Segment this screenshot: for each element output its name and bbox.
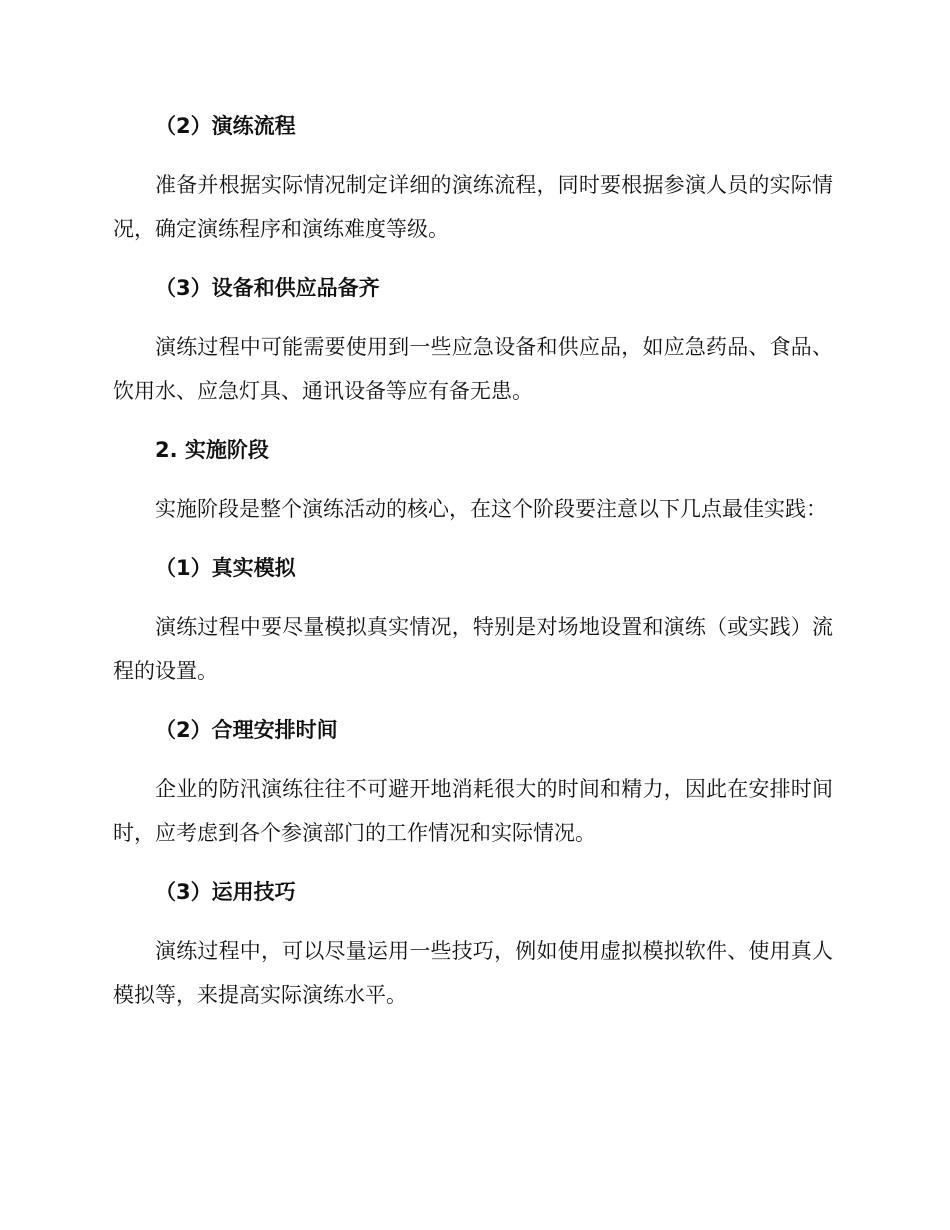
section-heading-implementation: 2. 实施阶段 [155,438,269,462]
subheading-real-simulation: （1）真实模拟 [155,556,296,580]
paragraph-equipment-supplies: 演练过程中可能需要使用到一些应急设备和供应品，如应急药品、食品、饮用水、应急灯具、通讯设备等应有备无患。 [113,335,833,403]
paragraph-drill-process: 准备并根据实际情况制定详细的演练流程，同时要根据参演人员的实际情况，确定演练程序和演练难度等级。 [113,173,833,241]
subheading-equipment-supplies: （3）设备和供应品备齐 [155,276,380,300]
paragraph-implementation: 实施阶段是整个演练活动的核心，在这个阶段要注意以下几点最佳实践： [155,497,827,521]
subheading-time-arrangement: （2）合理安排时间 [155,718,338,742]
paragraph-real-simulation: 演练过程中要尽量模拟真实情况，特别是对场地设置和演练（或实践）流程的设置。 [113,615,833,683]
paragraph-time-arrangement: 企业的防汛演练往往不可避开地消耗很大的时间和精力，因此在安排时间时，应考虑到各个参演部门的工作情况和实际情况。 [113,777,833,845]
subheading-drill-process: （2）演练流程 [155,114,296,138]
subheading-techniques: （3）运用技巧 [155,880,296,904]
paragraph-techniques: 演练过程中，可以尽量运用一些技巧，例如使用虚拟模拟软件、使用真人模拟等，来提高实际演练水平。 [113,939,833,1007]
document-body [113,104,833,1032]
